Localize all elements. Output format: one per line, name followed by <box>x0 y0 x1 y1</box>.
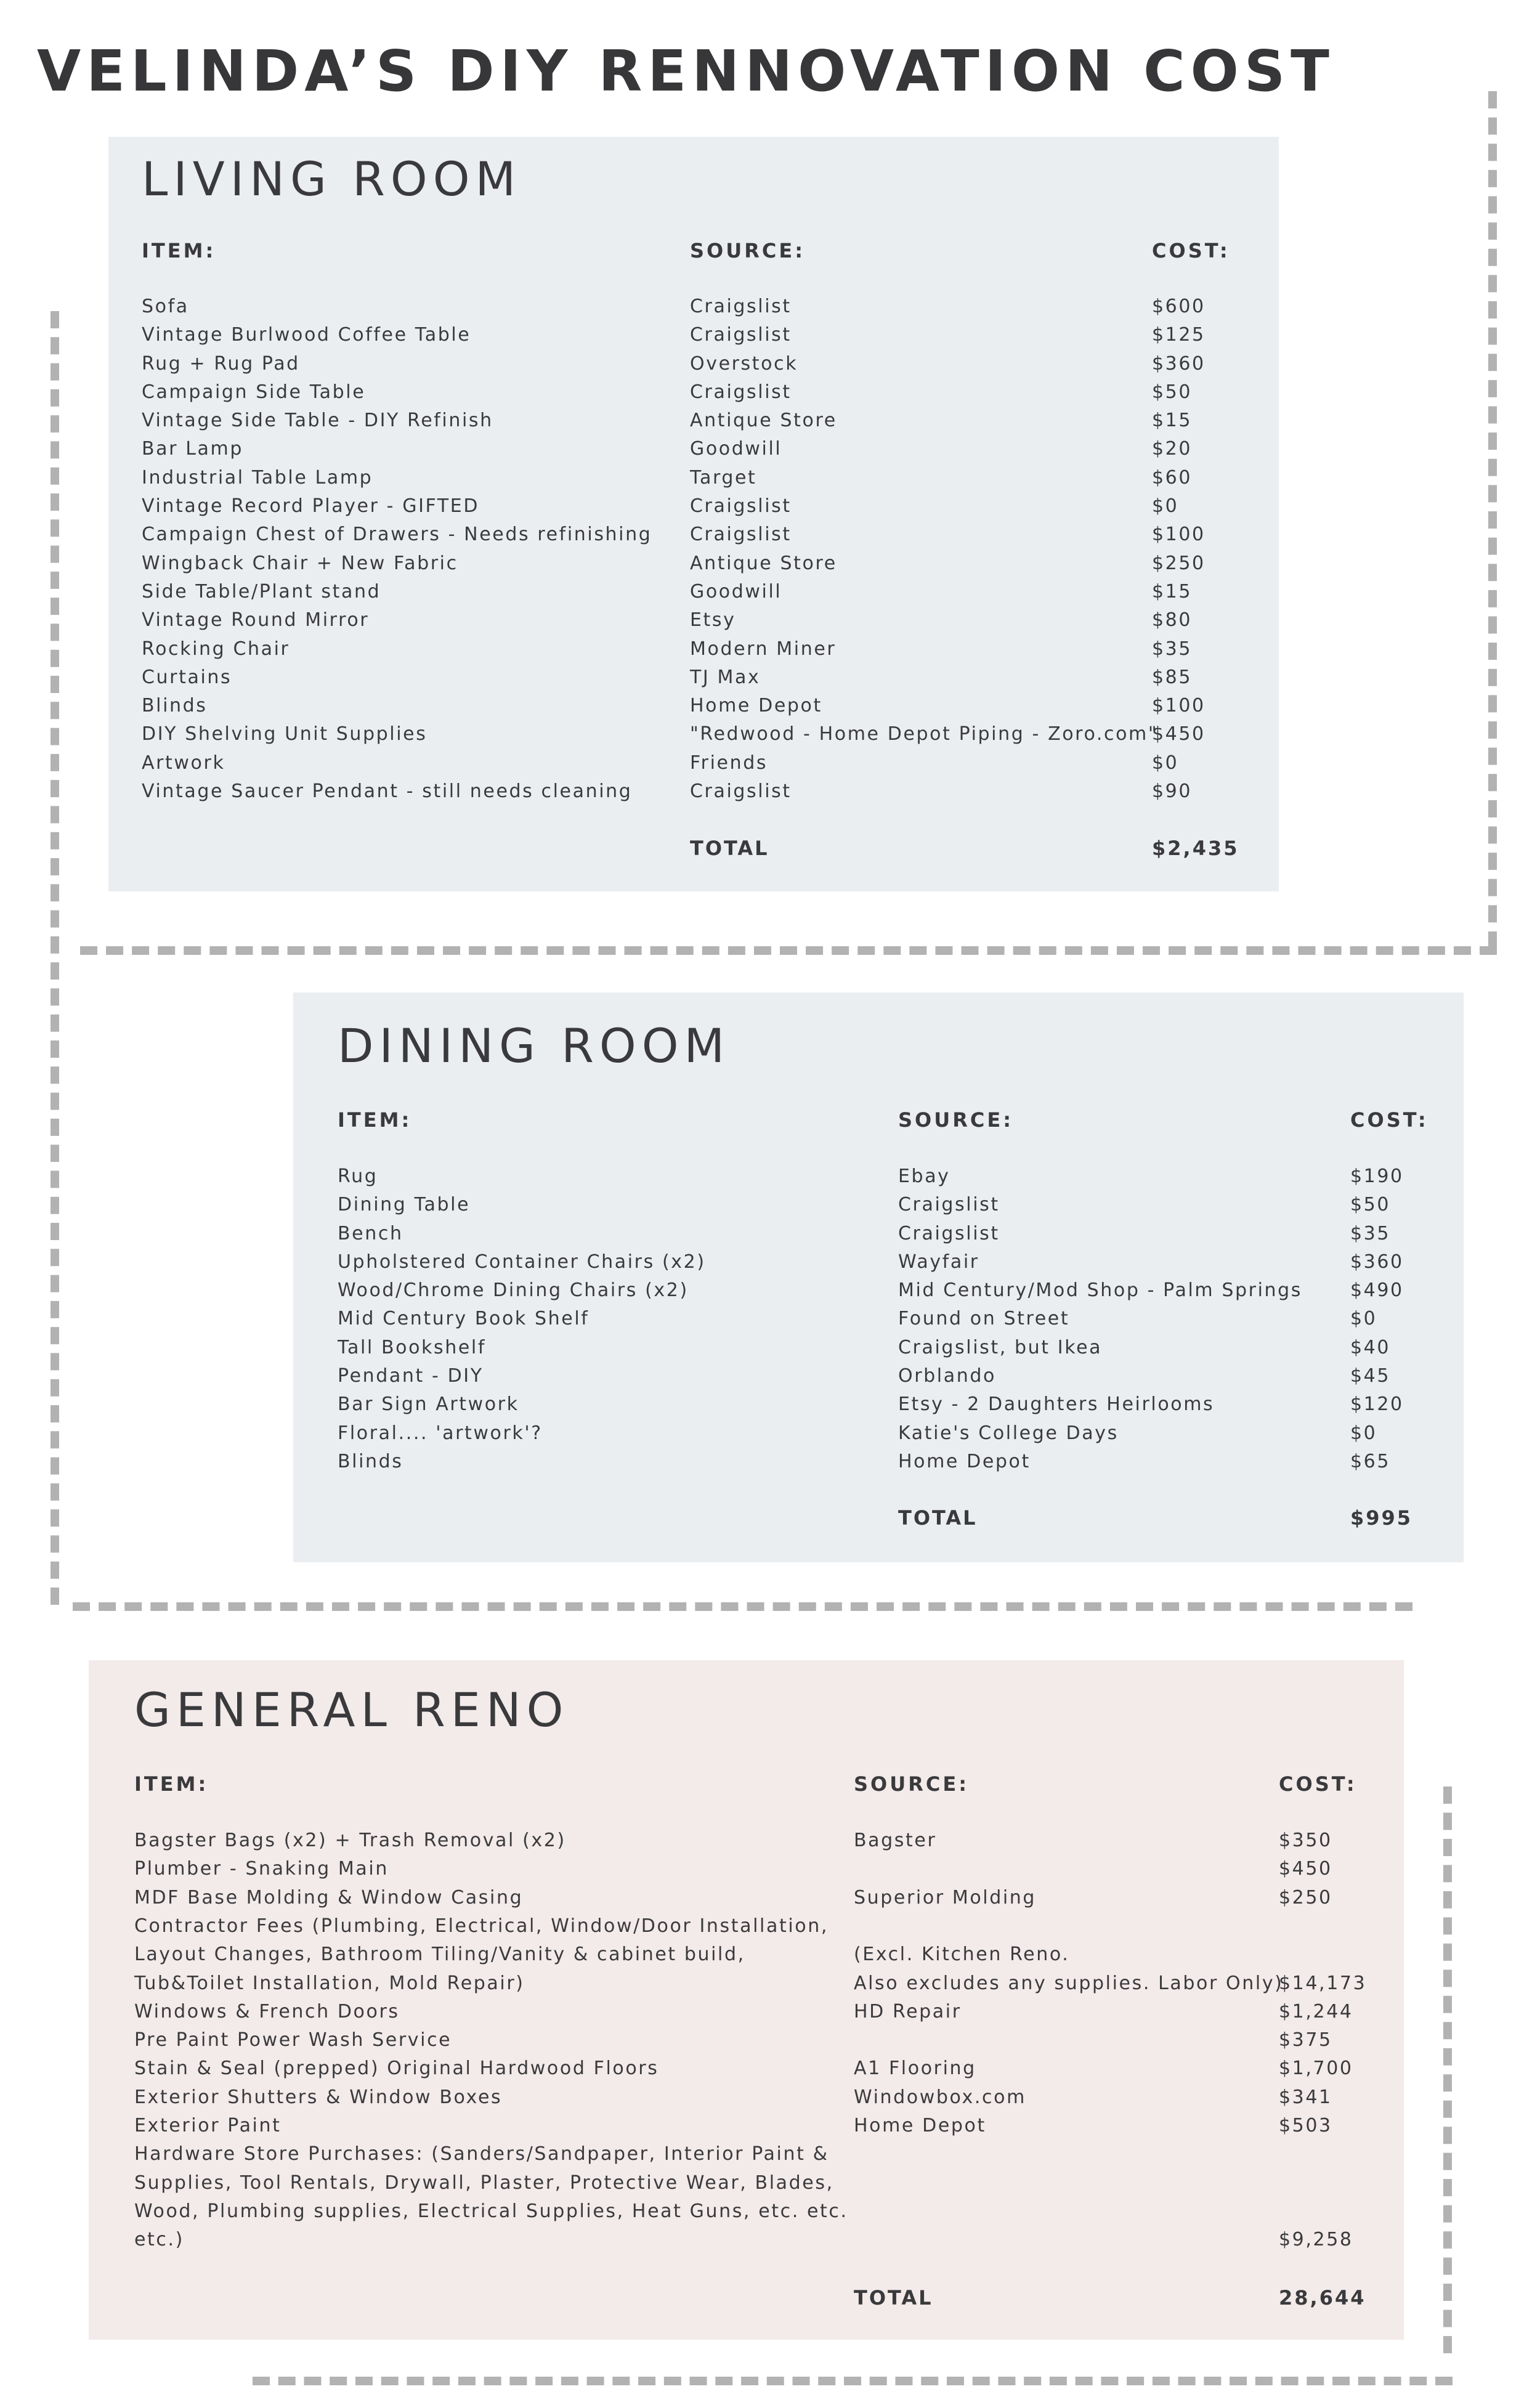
source-cell: Craigslist <box>898 1222 1000 1244</box>
item-line: Wood, Plumbing supplies, Electrical Supplies, Heat Guns, etc. etc. <box>134 2200 848 2222</box>
cost-cell: $50 <box>1152 381 1193 403</box>
table-row <box>142 492 1250 521</box>
general-reno-total-value: 28,644 <box>1279 2286 1366 2310</box>
item-cell: Campaign Chest of Drawers - Needs refinishing <box>142 524 652 546</box>
item-cell: Wingback Chair + New Fabric <box>142 552 458 574</box>
cost-cell: $50 <box>1350 1194 1391 1216</box>
source-line: Windowbox.com <box>854 2086 1026 2108</box>
dashed-border-gr-right <box>1443 1787 1452 2353</box>
page-title: VELINDA’S DIY RENNOVATION COST <box>37 38 1335 104</box>
dashed-border-lr-right <box>1488 91 1497 949</box>
source-cell: Craigslist <box>690 381 792 403</box>
item-cell: Vintage Burlwood Coffee Table <box>142 324 471 346</box>
source-cell: Found on Street <box>898 1308 1070 1330</box>
item-cell: Blinds <box>338 1450 403 1472</box>
table-row <box>142 749 1250 777</box>
cost-line: $503 <box>1279 2115 1332 2136</box>
item-cell: Blinds <box>142 695 208 717</box>
dashed-border-gr-bottom <box>253 2377 1453 2385</box>
source-cell: Goodwill <box>690 580 782 602</box>
cost-cell: $65 <box>1350 1450 1391 1472</box>
cost-line: $1,700 <box>1279 2058 1353 2080</box>
source-cell: Craigslist, but Ikea <box>898 1336 1103 1358</box>
item-cell: Rocking Chair <box>142 638 290 660</box>
source-line: Superior Molding <box>854 1886 1037 1908</box>
table-row <box>142 606 1250 635</box>
source-line: Home Depot <box>854 2115 986 2136</box>
source-cell: Friends <box>690 752 768 774</box>
table-row <box>142 293 1250 321</box>
item-cell: Side Table/Plant stand <box>142 580 381 602</box>
living-room-title: LIVING ROOM <box>142 152 522 206</box>
item-cell: Vintage Round Mirror <box>142 609 370 631</box>
cost-cell: $0 <box>1350 1422 1377 1444</box>
cost-line: $375 <box>1279 2029 1332 2051</box>
cost-line: $450 <box>1279 1858 1332 1880</box>
table-row <box>142 692 1250 720</box>
dining-room-item-list <box>338 1162 1446 1476</box>
item-cell: Bar Sign Artwork <box>338 1393 519 1416</box>
cost-cell: $15 <box>1152 410 1193 432</box>
dining-room-total-label: TOTAL <box>898 1506 978 1530</box>
dashed-border-dr-bottom <box>73 1602 1412 1611</box>
table-row <box>142 663 1250 692</box>
item-line: Contractor Fees (Plumbing, Electrical, Window/Door Installation, <box>134 1915 829 1937</box>
cost-cell: $0 <box>1152 495 1179 517</box>
cost-cell: $85 <box>1152 666 1193 688</box>
item-cell: Bench <box>338 1222 403 1244</box>
source-line: Bagster <box>854 1830 937 1851</box>
dining-room-source-header: SOURCE: <box>898 1108 1014 1132</box>
cost-line: $350 <box>1279 1830 1332 1851</box>
cost-cell: $15 <box>1152 580 1193 602</box>
item-cell: Rug + Rug Pad <box>142 352 300 375</box>
item-cell: DIY Shelving Unit Supplies <box>142 723 428 745</box>
cost-cell: $490 <box>1350 1280 1404 1302</box>
source-cell: Craigslist <box>690 524 792 546</box>
general-reno-panel <box>89 1660 1404 2340</box>
cost-cell: $0 <box>1350 1308 1377 1330</box>
cost-cell: $600 <box>1152 296 1206 317</box>
item-cell: Mid Century Book Shelf <box>338 1308 590 1330</box>
item-line: Layout Changes, Bathroom Tiling/Vanity & cabinet build, <box>134 1944 745 1966</box>
item-cell: Vintage Record Player - GIFTED <box>142 495 480 517</box>
item-cell: Rug <box>338 1166 378 1187</box>
table-row <box>142 435 1250 463</box>
living-room-total-value: $2,435 <box>1152 837 1239 860</box>
table-row <box>338 1220 1446 1248</box>
table-row <box>142 521 1250 549</box>
source-cell: TJ Max <box>690 666 761 688</box>
item-cell: Pendant - DIY <box>338 1365 484 1387</box>
item-cell: Bar Lamp <box>142 438 243 460</box>
table-row <box>142 464 1250 492</box>
source-cell: "Redwood - Home Depot Piping - Zoro.com" <box>690 723 1159 745</box>
item-cell: Curtains <box>142 666 232 688</box>
source-cell: Overstock <box>690 352 798 375</box>
living-room-source-header: SOURCE: <box>690 239 806 262</box>
item-line: MDF Base Molding & Window Casing <box>134 1886 524 1908</box>
cost-line: $341 <box>1279 2086 1332 2108</box>
source-cell: Home Depot <box>690 695 822 717</box>
cost-cell: $45 <box>1350 1365 1391 1387</box>
source-cell: Katie's College Days <box>898 1422 1119 1444</box>
item-line: Supplies, Tool Rentals, Drywall, Plaster, Protective Wear, Blades, <box>134 2172 834 2194</box>
item-line: Windows & French Doors <box>134 2000 400 2022</box>
table-row <box>142 578 1250 606</box>
table-row <box>142 720 1250 748</box>
item-line: Bagster Bags (x2) + Trash Removal (x2) <box>134 1830 566 1851</box>
source-cell: Craigslist <box>690 495 792 517</box>
living-room-item-list <box>142 293 1250 806</box>
source-line: HD Repair <box>854 2000 962 2022</box>
cost-line: $1,244 <box>1279 2000 1353 2022</box>
cost-cell: $100 <box>1152 695 1206 717</box>
cost-line: $250 <box>1279 1886 1332 1908</box>
dining-room-item-header: ITEM: <box>338 1108 412 1132</box>
item-line: Exterior Paint <box>134 2115 282 2136</box>
dining-room-total-value: $995 <box>1350 1506 1413 1530</box>
item-cell: Vintage Side Table - DIY Refinish <box>142 410 493 432</box>
cost-cell: $20 <box>1152 438 1193 460</box>
item-line: Hardware Store Purchases: (Sanders/Sandpaper, Interior Paint & <box>134 2143 829 2165</box>
cost-cell: $450 <box>1152 723 1206 745</box>
cost-line: $9,258 <box>1279 2229 1353 2251</box>
source-line: Also excludes any supplies. Labor Only) <box>854 1972 1284 1994</box>
cost-cell: $100 <box>1152 524 1206 546</box>
living-room-total-label: TOTAL <box>690 837 769 860</box>
table-row <box>338 1191 1446 1219</box>
cost-cell: $125 <box>1152 324 1206 346</box>
general-reno-source-header: SOURCE: <box>854 1772 970 1796</box>
table-row <box>142 635 1250 663</box>
source-cell: Craigslist <box>898 1194 1000 1216</box>
source-cell: Target <box>690 466 757 489</box>
source-cell: Modern Miner <box>690 638 837 660</box>
dining-room-panel <box>293 992 1464 1562</box>
source-cell: Craigslist <box>690 781 792 803</box>
general-reno-total-label: TOTAL <box>854 2286 933 2310</box>
table-row <box>338 1362 1446 1390</box>
living-room-item-header: ITEM: <box>142 239 216 262</box>
source-line: A1 Flooring <box>854 2058 976 2080</box>
cost-cell: $35 <box>1152 638 1193 660</box>
table-row <box>338 1162 1446 1191</box>
table-row <box>338 1419 1446 1448</box>
cost-line: $14,173 <box>1279 1972 1367 1994</box>
table-row <box>338 1305 1446 1333</box>
cost-cell: $35 <box>1350 1222 1391 1244</box>
source-line: (Excl. Kitchen Reno. <box>854 1944 1070 1966</box>
item-line: Exterior Shutters & Window Boxes <box>134 2086 503 2108</box>
item-cell: Floral.... 'artwork'? <box>338 1422 543 1444</box>
item-cell: Dining Table <box>338 1194 471 1216</box>
cost-cell: $120 <box>1350 1393 1404 1416</box>
table-row <box>142 550 1250 578</box>
table-row <box>338 1276 1446 1305</box>
source-cell: Antique Store <box>690 410 837 432</box>
table-row <box>142 407 1250 435</box>
source-cell: Craigslist <box>690 296 792 317</box>
cost-cell: $250 <box>1152 552 1206 574</box>
table-row <box>142 378 1250 407</box>
item-cell: Sofa <box>142 296 189 317</box>
cost-cell: $90 <box>1152 781 1193 803</box>
source-cell: Home Depot <box>898 1450 1031 1472</box>
cost-cell: $60 <box>1152 466 1193 489</box>
dashed-border-lr-bottom <box>80 946 1497 955</box>
item-cell: Campaign Side Table <box>142 381 366 403</box>
table-row <box>338 1334 1446 1362</box>
dining-room-title: DINING ROOM <box>338 1018 731 1073</box>
item-cell: Industrial Table Lamp <box>142 466 373 489</box>
item-cell: Tall Bookshelf <box>338 1336 487 1358</box>
item-cell: Wood/Chrome Dining Chairs (x2) <box>338 1280 689 1302</box>
source-cell: Orblando <box>898 1365 996 1387</box>
item-line: Tub&Toilet Installation, Mold Repair) <box>134 1972 525 1994</box>
source-cell: Mid Century/Mod Shop - Palm Springs <box>898 1280 1303 1302</box>
item-cell: Upholstered Container Chairs (x2) <box>338 1251 706 1273</box>
general-reno-item-list <box>89 1827 1404 2258</box>
cost-cell: $360 <box>1350 1251 1404 1273</box>
table-row <box>142 777 1250 806</box>
living-room-panel <box>108 137 1279 891</box>
living-room-cost-header: COST: <box>1152 239 1230 262</box>
cost-cell: $40 <box>1350 1336 1391 1358</box>
item-cell: Vintage Saucer Pendant - still needs cleaning <box>142 781 633 803</box>
general-reno-item-header: ITEM: <box>134 1772 209 1796</box>
table-row <box>338 1390 1446 1419</box>
item-line: Plumber - Snaking Main <box>134 1858 389 1880</box>
source-cell: Etsy <box>690 609 736 631</box>
item-line: Stain & Seal (prepped) Original Hardwood Floors <box>134 2058 659 2080</box>
table-row <box>338 1248 1446 1276</box>
cost-cell: $80 <box>1152 609 1193 631</box>
cost-cell: $360 <box>1152 352 1206 375</box>
source-cell: Goodwill <box>690 438 782 460</box>
item-line: Pre Paint Power Wash Service <box>134 2029 452 2051</box>
cost-cell: $190 <box>1350 1166 1404 1187</box>
dining-room-cost-header: COST: <box>1350 1108 1429 1132</box>
dashed-border-dr-left <box>51 311 59 1605</box>
source-cell: Antique Store <box>690 552 837 574</box>
source-cell: Craigslist <box>690 324 792 346</box>
source-cell: Ebay <box>898 1166 950 1187</box>
source-cell: Wayfair <box>898 1251 979 1273</box>
source-cell: Etsy - 2 Daughters Heirlooms <box>898 1393 1215 1416</box>
table-row <box>142 350 1250 378</box>
item-cell: Artwork <box>142 752 225 774</box>
cost-cell: $0 <box>1152 752 1179 774</box>
table-row <box>338 1448 1446 1476</box>
table-row <box>142 321 1250 349</box>
general-reno-cost-header: COST: <box>1279 1772 1357 1796</box>
general-reno-title: GENERAL RENO <box>134 1682 569 1737</box>
item-line: etc.) <box>134 2229 184 2251</box>
